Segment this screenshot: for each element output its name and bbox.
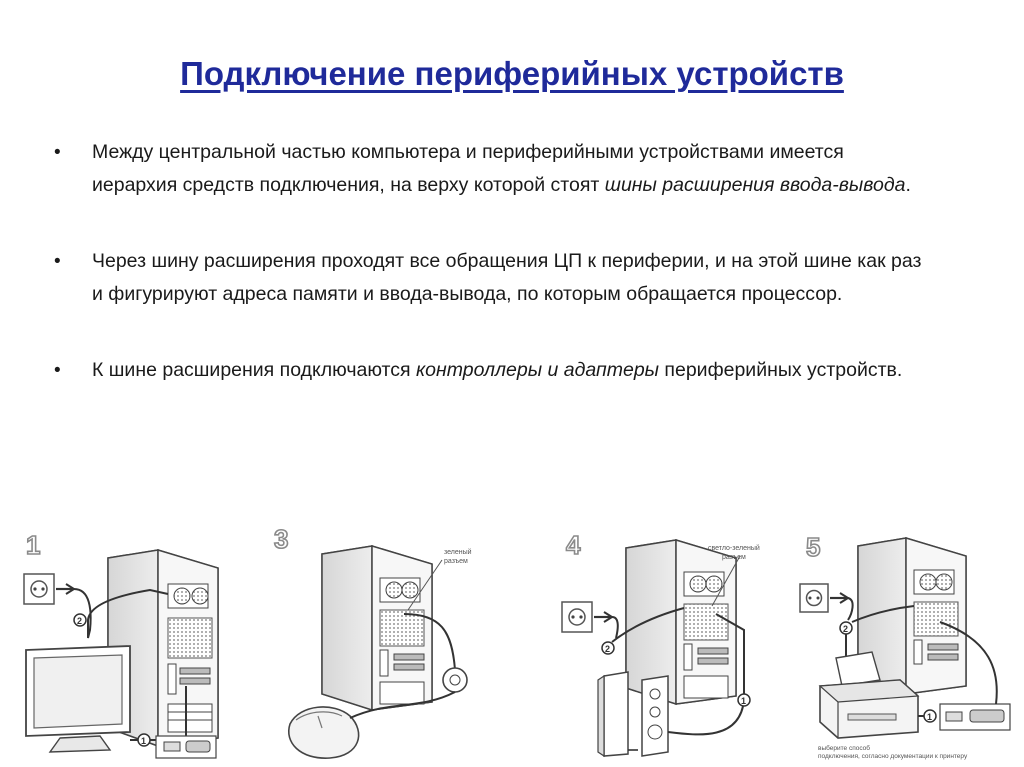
cable-marker: 1 (741, 696, 747, 706)
callout-label: разъем (444, 558, 468, 565)
step-number: 4 (566, 530, 581, 560)
bullet-text-end: периферийных устройств. (659, 359, 903, 381)
bullet-dot: • (54, 142, 61, 163)
bullet-item-controllers (52, 354, 932, 387)
callout-label: зеленый (444, 549, 472, 556)
printer-port-callout (940, 704, 1010, 730)
computer-tower-icon (322, 546, 432, 710)
bullet-text: Между центральной частью компьютера и периферийными устройствами имеется иерархия средств подключения, на верху которой стоят (92, 141, 844, 196)
speaker-right-icon (642, 676, 668, 756)
step-number: 5 (806, 532, 821, 562)
step-number: 3 (274, 524, 289, 554)
bullet-emphasis: контроллеры и адаптеры (415, 359, 660, 381)
printer-note: подключения, согласно документации к принтеру (818, 753, 968, 760)
bullet-dot: • (54, 360, 61, 381)
bullet-text: К шине расширения подключаются (92, 359, 416, 381)
cable-marker: 2 (77, 616, 83, 626)
peripheral-connection-illustration (0, 510, 1024, 767)
bullet-item-cpu-access (52, 245, 932, 311)
step-3-panel (274, 524, 472, 758)
callout-label: разъем (722, 554, 746, 561)
monitor-icon (26, 646, 130, 752)
mouse-icon (289, 707, 359, 758)
vga-connector-callout (156, 736, 216, 758)
bullet-emphasis: шины расширения ввода-вывода (604, 174, 906, 196)
cable-marker: 1 (141, 736, 147, 746)
step-1-panel (24, 530, 218, 758)
printer-note: выберите способ (818, 745, 871, 752)
step-number: 1 (26, 530, 41, 560)
callout-label: светло-зеленый (708, 545, 760, 552)
wall-outlet-icon (562, 602, 592, 632)
speaker-left-icon (598, 672, 628, 756)
wall-outlet-icon (24, 574, 54, 604)
bullet-dot: • (54, 251, 61, 272)
wall-outlet-icon (800, 584, 828, 612)
bullet-list (52, 136, 932, 387)
cable-marker: 1 (927, 712, 933, 722)
cable-marker: 2 (605, 644, 611, 654)
slide-title: Подключение периферийных устройств (180, 55, 844, 92)
cable-marker: 2 (843, 624, 849, 634)
bullet-item-bus-hierarchy (52, 136, 932, 202)
bullet-text: Через шину расширения проходят все обращения ЦП к периферии, и на этой шине как раз и фигурируют адреса памяти и ввода-вывода, по которым обращается процессор. (92, 250, 922, 305)
bullet-text-end: . (905, 174, 911, 196)
step-4-panel (562, 530, 760, 756)
step-5-panel (800, 532, 1010, 760)
